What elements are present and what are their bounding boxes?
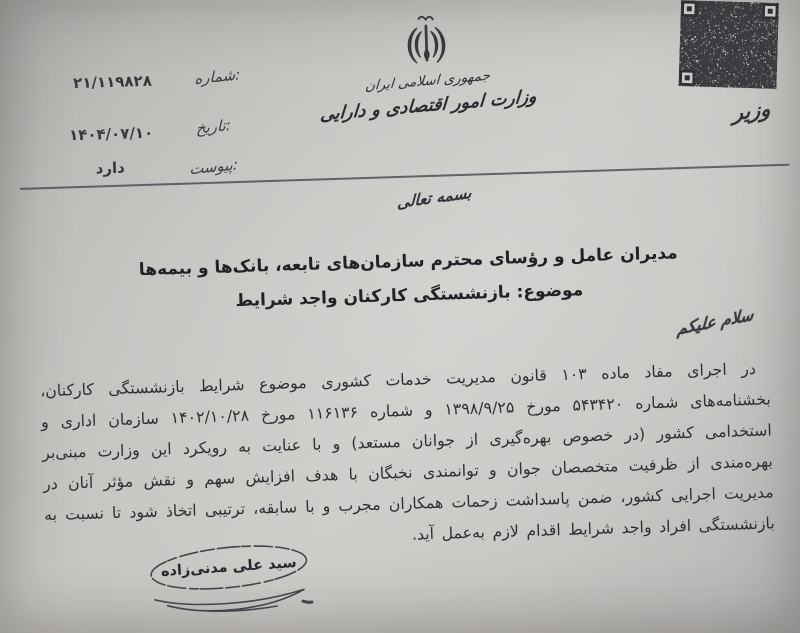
signatory-name: سید علی مدنی‌زاده — [160, 555, 298, 580]
minister-signature-title: وزیر — [732, 96, 771, 126]
letter-date-value: ۱۴۰۴/۰۷/۱۰ — [68, 123, 154, 145]
iran-emblem-icon — [399, 14, 455, 72]
qr-code — [678, 0, 779, 93]
letter-date-label: تاریخ: — [196, 115, 231, 138]
addressee-line: مدیران عامل و رؤسای محترم سازمان‌های تابعه، بانک‌ها و بیمه‌ها — [138, 243, 678, 281]
ministry-title: وزارت امور اقتصادی و دارایی — [319, 86, 538, 126]
besmele-line: بسمه تعالی — [396, 183, 472, 213]
signature-block — [135, 538, 327, 624]
letterhead — [311, 11, 544, 126]
letter-number-value: ۲۱/۱۱۹۸۲۸ — [72, 71, 153, 93]
letter-attachment-value: دارد — [95, 158, 126, 178]
handwritten-greeting: سلام علیکم — [676, 304, 754, 339]
letter-attachment-label: پیوست: — [189, 155, 238, 179]
subject-line: موضوع: بازنشستگی کارکنان واجد شرایط — [235, 280, 584, 312]
letter-number-label: شماره: — [194, 65, 241, 88]
republic-title: جمهوری اسلامی ایران — [364, 67, 491, 95]
letter-body: در اجرای مفاد ماده ۱۰۳ قانون مدیریت خدمات کشوری موضوع شرایط بازنشستگی کارکنان، بخشنامه‌های شماره ۵۴۳۴۲۰ مورخ ۱۳۹۸/۹/۲۵ و شماره ۱۱۶۱۳۶ مورخ ۱۴۰۲/۱۰/۲۸ سازمان اداری و استخدامی کشور (در خصوص بهره‌گیری از جوانان مستعد) و با عنایت به رویکرد این وزارت مبنی‌بر بهره‌مندی از ظرفیت متخصصان جوان و توانمندی نخبگان با هدف افزایش سهم و نقش مؤثر آنان در مدیریت اجرایی کشور، ضمن پاسداشت زحمات همکاران مجرب و با سابقه، ترتیبی اتخاذ شود تا نسبت به بازنشستگی افراد واجد شرایط اقدام لازم به‌عمل آید. — [39, 358, 775, 544]
signature-scribble-icon — [135, 538, 327, 624]
